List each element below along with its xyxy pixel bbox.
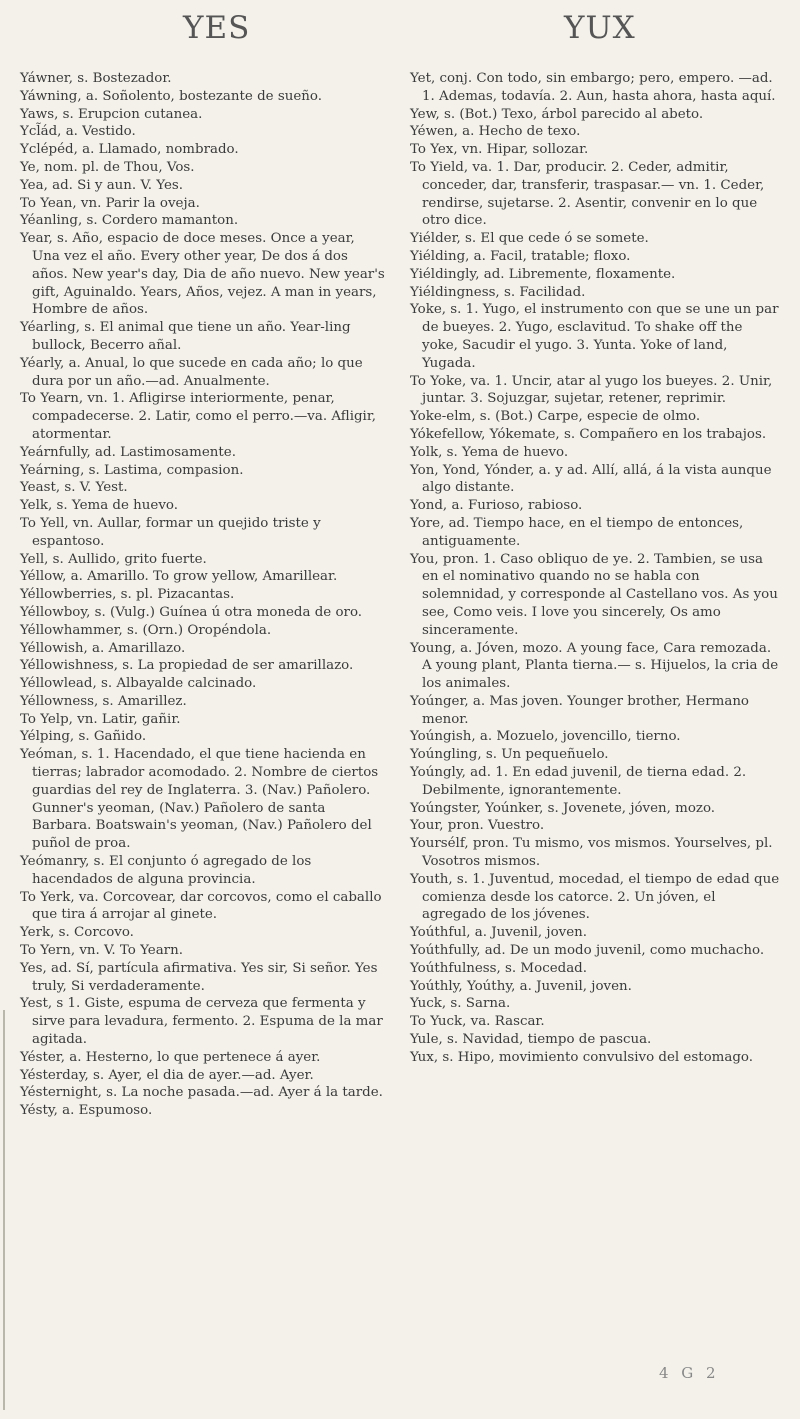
dictionary-entry: Ye, nom. pl. de Thou, Vos.	[20, 159, 195, 175]
dictionary-entry: Yoúngling, s. Un pequeñuelo.	[410, 747, 609, 763]
dictionary-entry: Yea, ad. Si y aun. V. Yes.	[20, 177, 184, 193]
dictionary-entry: To Yearn, vn. 1. Afligirse interiormente, penar, compadecerse. 2. Latir, como el perro.—va. Afligir, atormentar.	[20, 391, 377, 442]
header-left-guideword: YES	[183, 10, 251, 46]
dictionary-entry: Yésty, a. Espumoso.	[20, 1103, 153, 1119]
dictionary-entry: Yaws, s. Erupcion cutanea.	[20, 106, 203, 122]
dictionary-entry: To Yell, vn. Aullar, formar un quejido triste y espantoso.	[20, 515, 321, 549]
dictionary-entry: Yésterday, s. Ayer, el dia de ayer.—ad. Ayer.	[20, 1067, 314, 1083]
dictionary-entry: Yoke-elm, s. (Bot.) Carpe, especie de olmo.	[410, 409, 701, 425]
dictionary-entry: Yeárning, s. Lastima, compasion.	[20, 462, 244, 478]
dictionary-entry: Yore, ad. Tiempo hace, en el tiempo de entonces, antiguamente.	[410, 515, 744, 549]
dictionary-entry: Yéllowlead, s. Albayalde calcinado.	[20, 676, 257, 692]
page-signature: 4 G 2	[659, 1364, 720, 1382]
dictionary-entry: Yux, s. Hipo, movimiento convulsivo del estomago.	[410, 1049, 753, 1065]
dictionary-entry: Yéwen, a. Hecho de texo.	[410, 124, 581, 140]
dictionary-entry: Yoúngster, Yoúnker, s. Jovenete, jóven, mozo.	[410, 800, 716, 816]
dictionary-entry: Yest, s 1. Giste, espuma de cerveza que fermenta y sirve para levadura, fermento. 2. Espuma de la mar agitada.	[20, 996, 383, 1048]
dictionary-entry: Yiélding, a. Facil, tratable; floxo.	[410, 248, 631, 264]
dictionary-entry: To Yoke, va. 1. Uncir, atar al yugo los bueyes. 2. Unir, juntar. 3. Sojuzgar, sujetar, retener, reprimir.	[410, 373, 773, 407]
dictionary-entry: Yerk, s. Corcovo.	[20, 925, 134, 941]
dictionary-entry: Yoúthfully, ad. De un modo juvenil, como muchacho.	[410, 943, 765, 959]
dictionary-entry: Yelk, s. Yema de huevo.	[20, 498, 179, 514]
running-header	[0, 10, 800, 50]
dictionary-entry: Yéanling, s. Cordero mamanton.	[20, 213, 239, 229]
dictionary-entry: Yoke, s. 1. Yugo, el instrumento con que se une un par de bueyes. 2. Yugo, esclavitud. To shake off the yoke, Sacudir el yugo. 3. Yunta. Yoke of land, Yugada.	[410, 302, 779, 371]
dictionary-entry: Yeómanry, s. El conjunto ó agregado de los hacendados de alguna provincia.	[20, 854, 312, 887]
dictionary-entry: Yeóman, s. 1. Hacendado, el que tiene hacienda en tierras; labrador acomodado. 2. Nombre de ciertos guardias del rey de Inglaterra. 3. (Nav.) Pañolero. Gunner's yeoman, (Nav.) Pañolero de santa Barbara. Boatswain's yeoman, (Nav.) Pañolero del puñol de proa.	[20, 747, 379, 852]
dictionary-entry: Yéllowboy, s. (Vulg.) Guínea ú otra moneda de oro.	[20, 604, 363, 620]
right-column	[410, 70, 782, 1067]
dictionary-entry: Yes, ad. Sí, partícula afirmativa. Yes sir, Si señor. Yes truly, Si verdaderamente.	[20, 960, 378, 994]
dictionary-entry: Yolk, s. Yema de huevo.	[410, 444, 569, 460]
dictionary-entry: Yáwner, s. Bostezador.	[20, 71, 172, 86]
dictionary-entry: To Yean, vn. Parir la oveja.	[20, 195, 200, 211]
dictionary-entry: Yell, s. Aullido, grito fuerte.	[20, 551, 207, 567]
dictionary-entry: Yiélder, s. El que cede ó se somete.	[410, 231, 649, 247]
dictionary-entry: Yiéldingly, ad. Libremente, floxamente.	[410, 266, 676, 282]
dictionary-entry: To Yex, vn. Hipar, sollozar.	[410, 142, 589, 158]
dictionary-entry: Year, s. Año, espacio de doce meses. Once a year, Una vez el año. Every other year, De dos á dos años. New year's day, Dia de año nuevo. New year's gift, Aguinaldo. Years, Años, vejez. A man in years, Hombre de años.	[20, 231, 385, 318]
dictionary-entry: Yclépéd, a. Llamado, nombrado.	[20, 142, 239, 158]
dictionary-entry: Yáwning, a. Soñolento, bostezante de sueño.	[20, 88, 322, 104]
dictionary-entry: Yoúnger, a. Mas joven. Younger brother, Hermano menor.	[410, 693, 749, 727]
dictionary-entry: To Yield, va. 1. Dar, producir. 2. Ceder, admitir, conceder, dar, transferir, traspasar.— vn. 1. Ceder, rendirse, sujetarse. 2. Asentir, convenir en lo que otro dice.	[410, 159, 765, 229]
dictionary-entry: Ycl̃ád, a. Vestido.	[20, 124, 136, 140]
header-right-guideword: YUX	[564, 10, 636, 46]
dictionary-entry: You, pron. 1. Caso obliquo de ye. 2. Tambien, se usa en el nominativo quando no se habla con solemnidad, y corresponde al Castellano vos. As you see, Como veis. I love you sincerely, Os amo sinceramente.	[410, 551, 778, 638]
dictionary-entry: Your, pron. Vuestro.	[410, 818, 545, 834]
dictionary-entry: To Yelp, vn. Latir, gañir.	[20, 711, 181, 727]
dictionary-entry: Youth, s. 1. Juventud, mocedad, el tiempo de edad que comienza desde los catorce. 2. Un jóven, el agregado de los jóvenes.	[410, 871, 780, 923]
dictionary-entry: Yond, a. Furioso, rabioso.	[410, 498, 583, 514]
dictionary-entry: Yókefellow, Yókemate, s. Compañero en los trabajos.	[410, 426, 767, 442]
dictionary-entry: Yet, conj. Con todo, sin embargo; pero, empero. —ad. 1. Ademas, todavía. 2. Aun, hasta ahora, hasta aquí.	[410, 71, 776, 104]
dictionary-entry: Yule, s. Navidad, tiempo de pascua.	[410, 1032, 652, 1048]
dictionary-entry: Yéllowberries, s. pl. Pizacantas.	[20, 587, 235, 603]
dictionary-entry: To Yuck, va. Rascar.	[410, 1014, 545, 1030]
dictionary-entry: Yéllow, a. Amarillo. To grow yellow, Amarillear.	[20, 569, 338, 585]
dictionary-entry: Yéllowishness, s. La propiedad de ser amarillazo.	[20, 658, 354, 674]
dictionary-entry: To Yern, vn. V. To Yearn.	[20, 943, 183, 959]
dictionary-entry: Yéllowish, a. Amarillazo.	[20, 640, 186, 656]
dictionary-entry: Yéarling, s. El animal que tiene un año. Year-ling bullock, Becerro añal.	[20, 320, 351, 353]
dictionary-entry: Yew, s. (Bot.) Texo, árbol parecido al abeto.	[410, 106, 704, 122]
dictionary-entry: To Yerk, va. Corcovear, dar corcovos, como el caballo que tira á arrojar al ginete.	[20, 889, 382, 923]
dictionary-entry: Yéllowness, s. Amarillez.	[20, 693, 187, 709]
dictionary-entry: Yélping, s. Gañido.	[20, 729, 147, 745]
dictionary-entry: Yuck, s. Sarna.	[410, 996, 511, 1012]
dictionary-entry: Yésternight, s. La noche pasada.—ad. Ayer á la tarde.	[20, 1085, 383, 1101]
left-column	[20, 70, 386, 1120]
dictionary-entry: Yoúthfulness, s. Mocedad.	[410, 960, 588, 976]
margin-shadow	[3, 1010, 5, 1410]
dictionary-entry: Yoursélf, pron. Tu mismo, vos mismos. Yourselves, pl. Vosotros mismos.	[410, 836, 773, 870]
dictionary-entry: Yoúngish, a. Mozuelo, jovencillo, tierno.	[410, 729, 681, 745]
dictionary-entry: Yéster, a. Hesterno, lo que pertenece á ayer.	[20, 1049, 321, 1065]
dictionary-entry: Yoúngly, ad. 1. En edad juvenil, de tierna edad. 2. Debilmente, ignorantemente.	[410, 765, 747, 798]
dictionary-entry: Yiéldingness, s. Facilidad.	[410, 284, 586, 300]
dictionary-entry: Young, a. Jóven, mozo. A young face, Cara remozada. A young plant, Planta tierna.— s. Hijuelos, la cria de los animales.	[410, 640, 779, 692]
dictionary-entry: Yeárnfully, ad. Lastimosamente.	[20, 444, 236, 460]
dictionary-entry: Yeast, s. V. Yest.	[20, 480, 128, 496]
dictionary-entry: Yéarly, a. Anual, lo que sucede en cada año; lo que dura por un año.—ad. Anualmente.	[20, 355, 363, 389]
dictionary-entry: Yéllowhammer, s. (Orn.) Oropéndola.	[20, 622, 272, 638]
dictionary-entry: Yoúthful, a. Juvenil, joven.	[410, 925, 588, 941]
dictionary-entry: Yoúthly, Yoúthy, a. Juvenil, joven.	[410, 978, 632, 994]
dictionary-entry: Yon, Yond, Yónder, a. y ad. Allí, allá, á la vista aunque algo distante.	[410, 462, 772, 496]
